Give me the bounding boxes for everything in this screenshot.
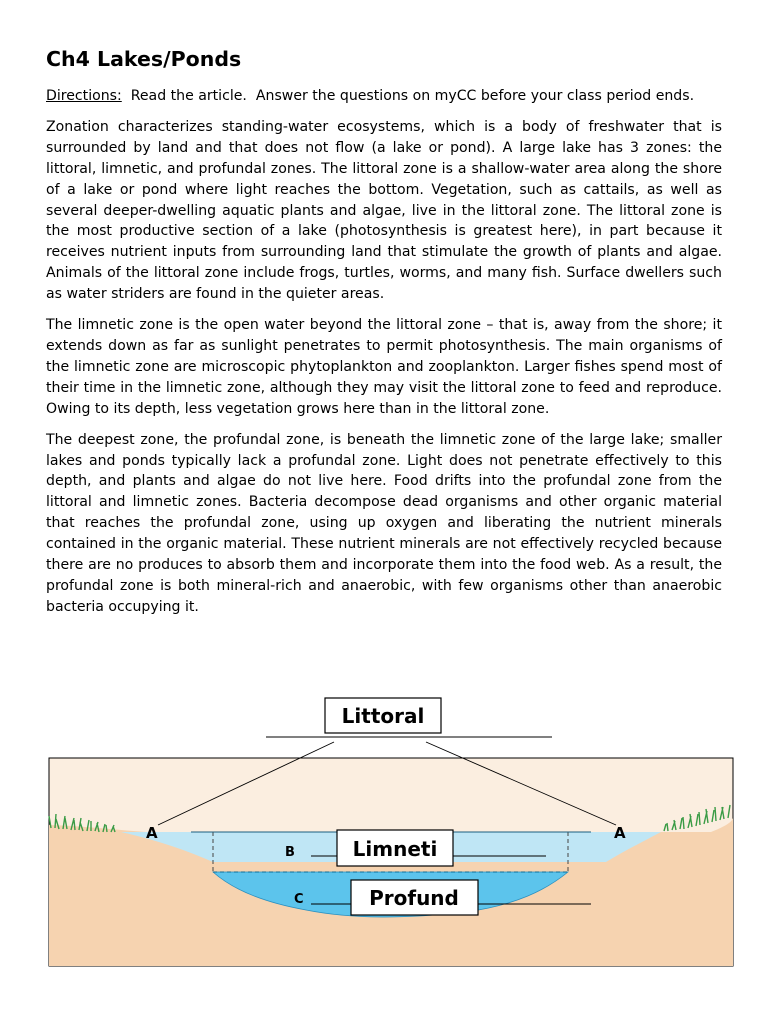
paragraph-limnetic: The limnetic zone is the open water beyond the littoral zone – that is, away from the shore; it extends down as far as sunlight penetrates to permit photosynthesis. The main organisms of the limnetic zone are microscopic phytoplankton and zooplankton. Larger fishes spend most of their time in the limnetic zone, although they may visit the littoral zone to feed and reproduce. Owing to its depth, less vegetation grows here than in the littoral zone. xyxy=(46,317,722,417)
marker-a-left: A xyxy=(146,824,158,842)
lake-zones-diagram xyxy=(46,690,736,970)
marker-b: B xyxy=(285,845,295,860)
directions-text: Read the article. Answer the questions on myCC before your class period ends. xyxy=(121,88,695,104)
page-title: Ch4 Lakes/Ponds xyxy=(46,47,242,71)
paragraph-littoral: Zonation characterizes standing-water ecosystems, which is a body of freshwater that is surrounded by land and that does not flow (a lake or pond). A large lake has 3 zones: the littoral, limnetic, and profundal zones. The littoral zone is a shallow-water area along the shore of a lake or pond where light reaches the bottom. Vegetation, such as cattails, as well as several deeper-dwelling aquatic plants and algae, live in the littoral zone. The littoral zone is the most productive section of a lake (photosynthesis is greatest here), in part because it receives nutrient inputs from surrounding land that stimulate the growth of plants and algae. Animals of the littoral zone include frogs, turtles, worms, and many fish. Surface dwellers such as water striders are found in the quieter areas. xyxy=(46,118,722,303)
limnetic-label: Limneti xyxy=(352,837,438,861)
directions-label: Directions: xyxy=(46,88,122,104)
paragraph-profundal: The deepest zone, the profundal zone, is beneath the limnetic zone of the large lake; smaller lakes and ponds typically lack a profundal zone. Light does not penetrate effectively to this depth, and plants and algae do not live here. Food drifts into the profundal zone from the littoral and limnetic zones. Bacteria decompose dead organisms and other organic material that reaches the profundal zone, using up oxygen and liberating the nutrient minerals contained in the organic material. These nutrient minerals are not effectively recycled because there are no produces to absorb them and incorporate them into the food web. As a result, the profundal zone is both mineral-rich and anaerobic, with few organisms other than anaerobic bacteria occupying it. xyxy=(46,431,722,615)
littoral-label: Littoral xyxy=(341,704,425,728)
marker-c: C xyxy=(294,892,304,907)
document-page xyxy=(46,46,722,628)
marker-a-right: A xyxy=(614,824,626,842)
directions xyxy=(46,86,722,107)
profundal-label: Profund xyxy=(369,886,459,910)
